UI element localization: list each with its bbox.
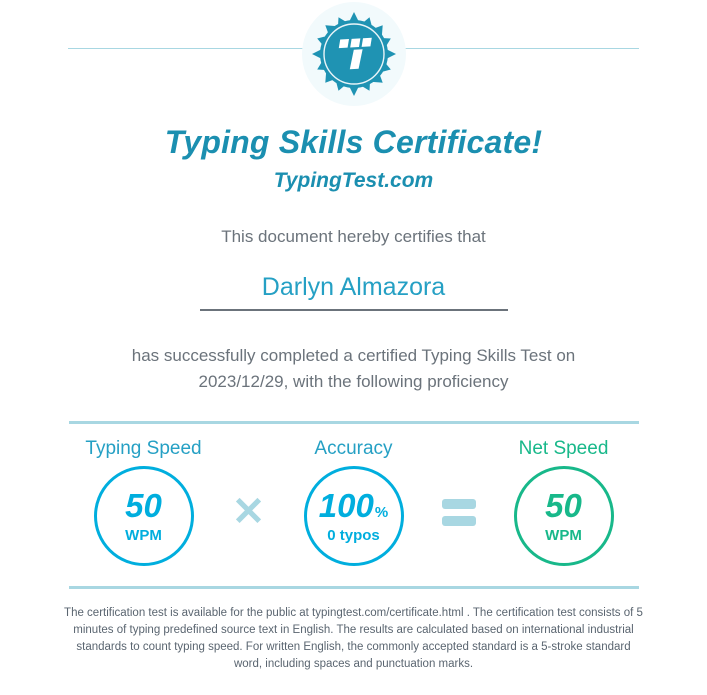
typing-speed-circle [94,466,194,566]
certificate-header [0,0,707,110]
typing-speed-value: 50 [125,487,162,524]
net-speed-value: 50 [545,487,582,524]
accuracy-typos: 0 typos [327,527,380,544]
operator-multiply [221,492,277,532]
stat-typing-speed [69,424,219,566]
accuracy-value: 100 [318,487,374,524]
accuracy-circle [304,466,404,566]
net-speed-value-wrap [545,489,582,522]
stat-accuracy [279,424,429,566]
typingtest-badge-icon [302,2,406,106]
stats-row [69,424,639,566]
badge-svg [308,8,400,100]
accuracy-label: Accuracy [314,438,393,459]
completion-line: has successfully completed a certified Typing Skills Test on 2023/12/29, with the following proficiency [131,346,576,391]
stats-bottom-divider [69,586,639,589]
stat-net-speed [489,424,639,566]
accuracy-value-wrap [319,489,388,522]
accuracy-percent-sign: % [374,504,389,521]
operator-equals [431,499,487,526]
typing-speed-label: Typing Speed [85,438,202,459]
page-title: Typing Skills Certificate! [164,124,543,160]
recipient-name-underline [200,309,508,311]
recipient-block [200,273,508,311]
multiply-icon: ✕ [231,490,266,534]
net-speed-unit: WPM [545,527,582,544]
footer-disclaimer: The certification test is available for the public at typingtest.com/certificate.html . The certification test consists of 5 minutes of typing predefined source text in English. The results are calculated based on international industrial standards to count typing speed. For written English, the commonly accepted standard is a 5-stroke standard word, including spaces and punctuation marks. [64,607,643,670]
recipient-name: Darlyn Almazora [261,273,446,301]
site-subtitle: TypingTest.com [273,169,434,192]
net-speed-circle [514,466,614,566]
equals-icon [442,499,476,526]
typing-speed-value-wrap [125,489,162,522]
typing-speed-unit: WPM [125,527,162,544]
net-speed-label: Net Speed [518,438,609,459]
certifies-line: This document hereby certifies that [221,227,486,246]
